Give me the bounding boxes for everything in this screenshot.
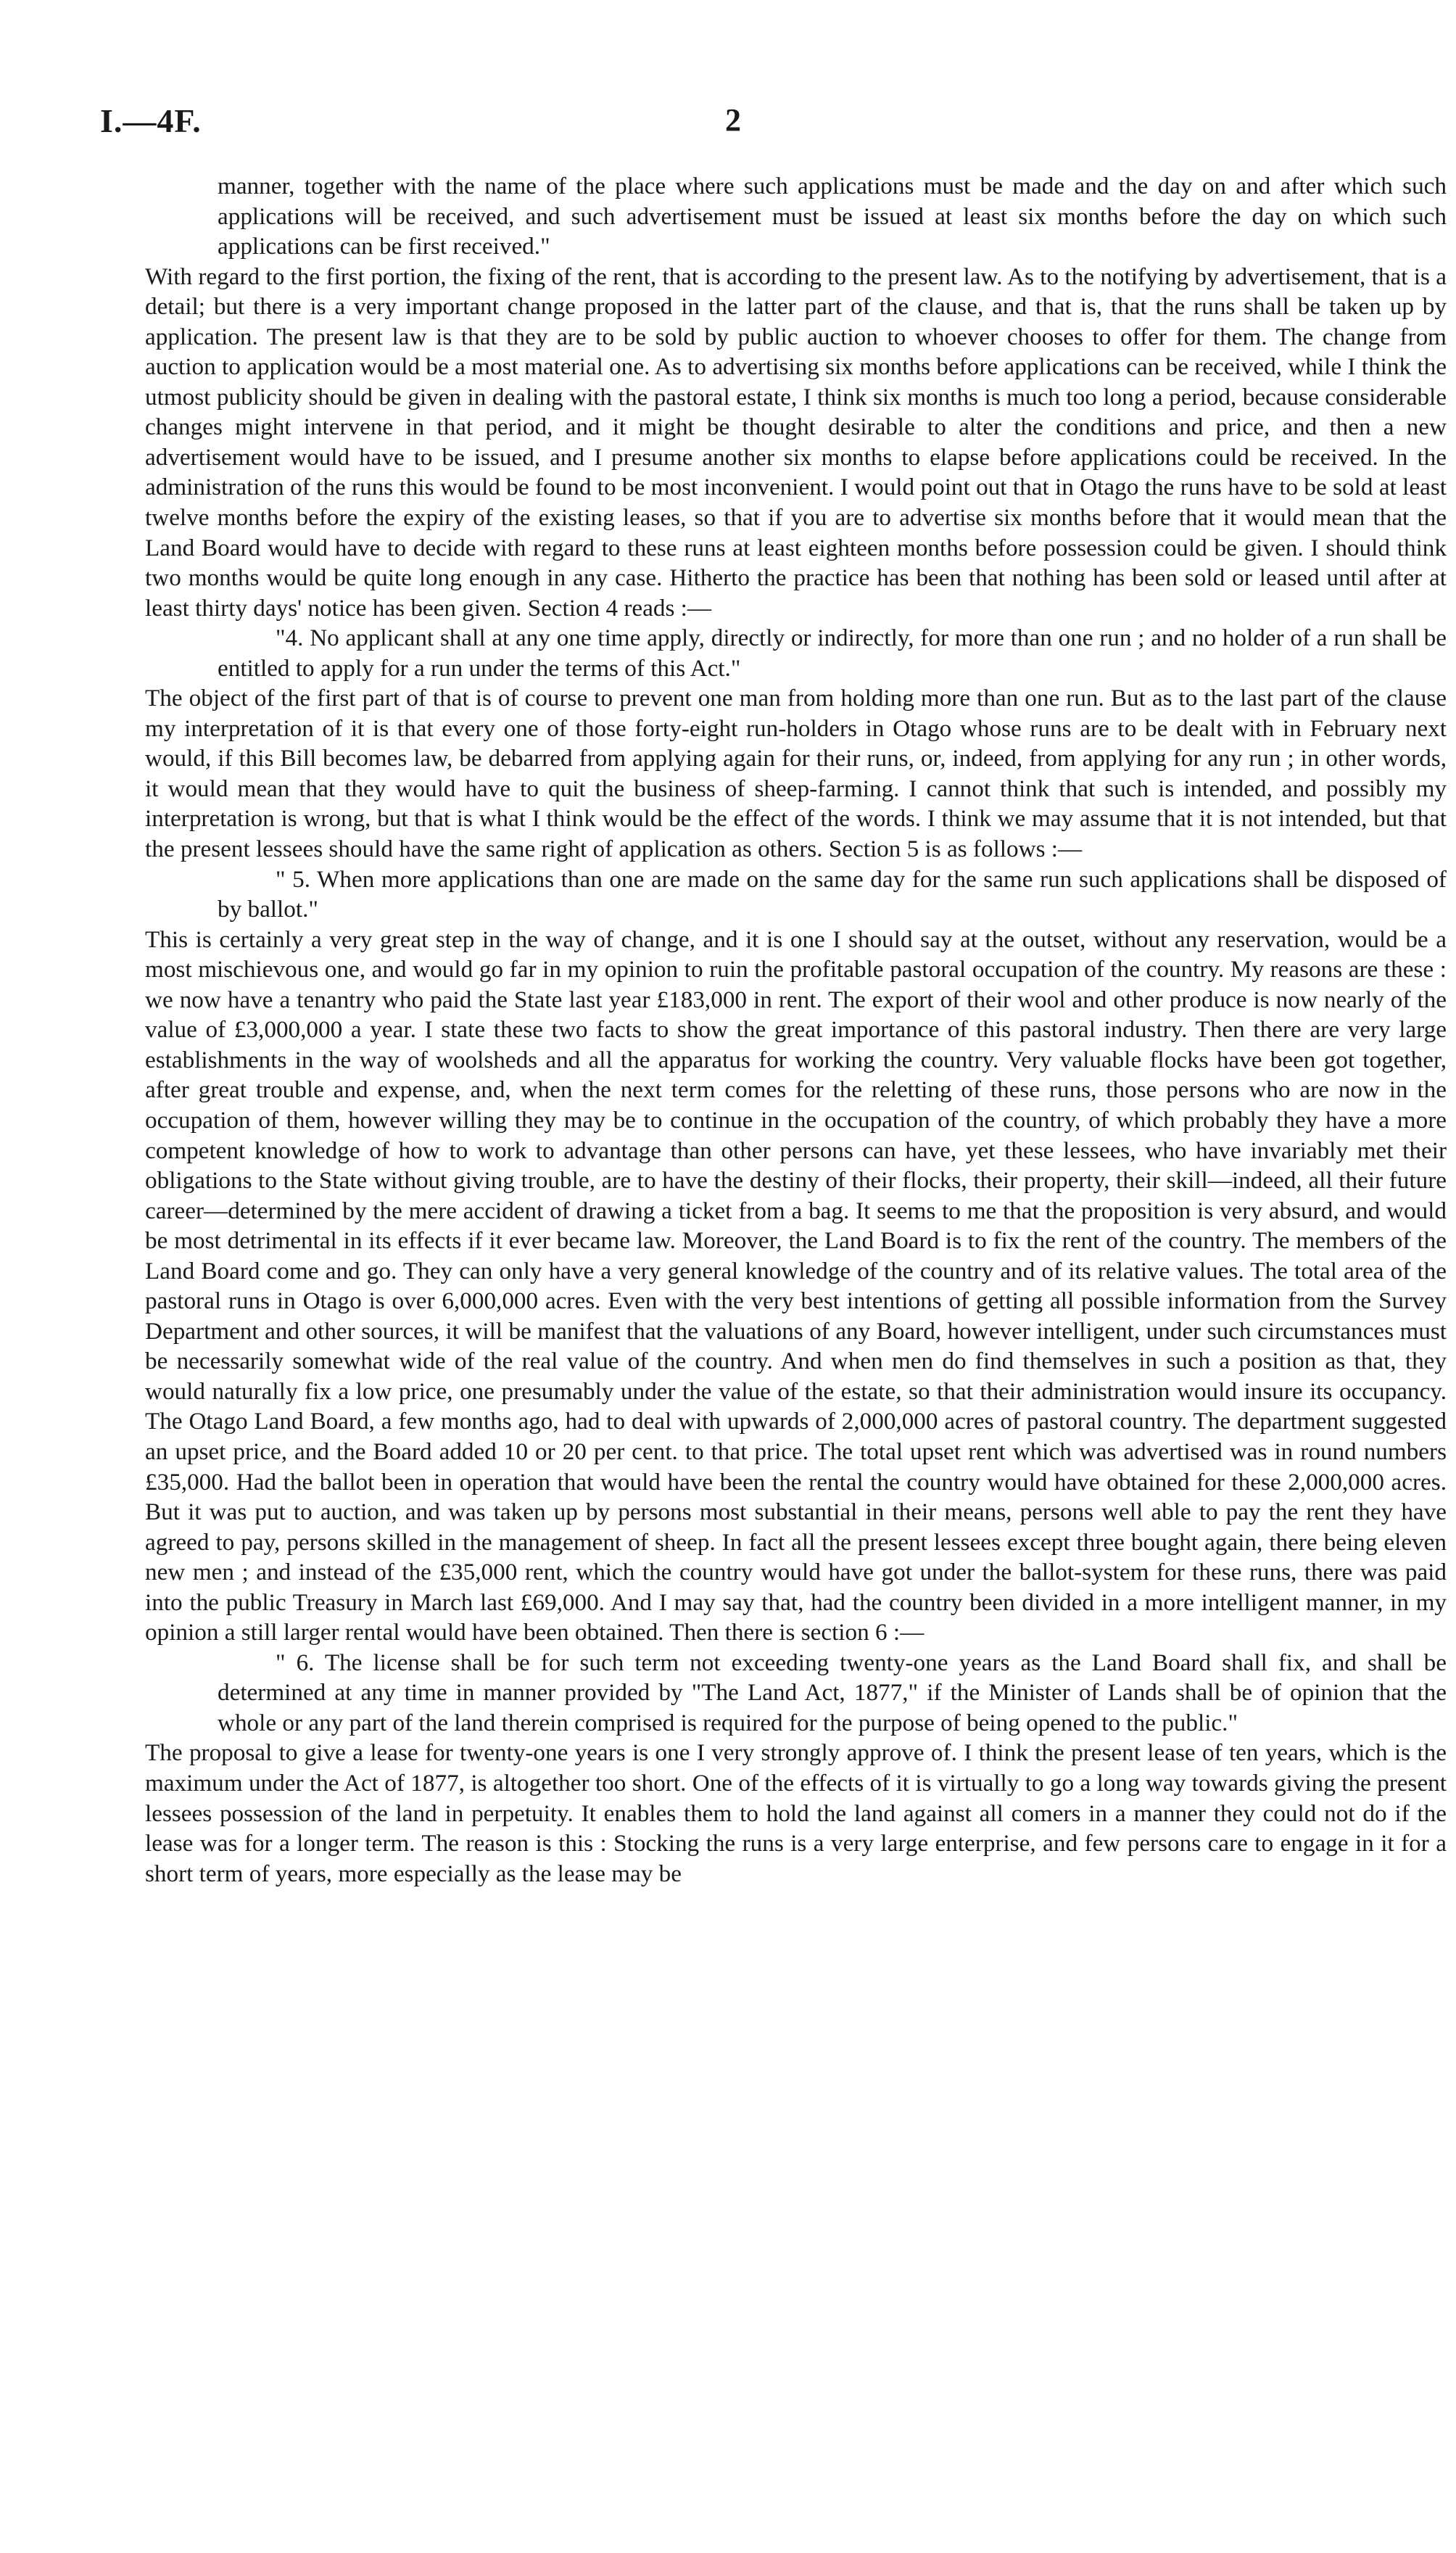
- body-text: [145, 171, 1447, 1889]
- document-reference: I.—4F.: [100, 102, 202, 139]
- paragraph: The proposal to give a lease for twenty-one years is one I very strongly approve of. I think the present lease of ten years, which is the maximum under the Act of 1877, is altogether too short. One of the effects of it is virtually to go a long way towards giving the present lessees possession of the land in perpetuity. It enables them to hold the land against all comers in a manner they could not do if the lease was for a longer term. The reason is this : Stocking the runs is a very large enterprise, and few persons care to engage in it for a short term of years, more especially as the lease may be: [145, 1739, 1447, 1887]
- page-number: 2: [725, 102, 741, 138]
- paragraph: With regard to the first portion, the fixing of the rent, that is according to the present law. As to the notifying by advertisement, that is a detail; but there is a very important change proposed in the latter part of the clause, and that is, that the runs shall be taken up by application. The present law is that they are to be sold by public auction to whoever chooses to offer for them. The change from auction to application would be a most material one. As to advertising six months before applications can be received, while I think the utmost publicity should be given in dealing with the pastoral estate, I think six months is much too long a period, because considerable changes might intervene in that period, and it might be thought desirable to alter the conditions and price, and then a new advertisement would have to be issued, and I presume another six months to elapse before applications could be received. In the administration of the runs this would be found to be most inconvenient. I would point out that in Otago the runs have to be sold at least twelve months before the expiry of the existing leases, so that if you are to advertise six months before that it would mean that the Land Board would have to decide with regard to these runs at least eighteen months before possession could be given. I should think two months would be quite long enough in any case. Hitherto the practice has been that nothing has been sold or leased until after at least thirty days' notice has been given. Section 4 reads :—: [145, 263, 1447, 622]
- paragraph: This is certainly a very great step in the way of change, and it is one I should say at the outset, without any reservation, would be a most mischievous one, and would go far in my opinion to ruin the profitable pastoral occupation of the country. My reasons are these : we now have a tenantry who paid the State last year £183,000 in rent. The export of their wool and other produce is now nearly of the value of £3,000,000 a year. I state these two facts to show the great importance of this pastoral industry. Then there are very large establishments in the way of woolsheds and all the apparatus for working the country. Very valuable flocks have been got together, after great trouble and expense, and, when the next term comes for the reletting of these runs, those persons who are now in the occupation of them, however willing they may be to continue in the occupation of the country, of which probably they have a more competent knowledge of how to work to advantage than other persons can have, yet these lessees, who have invariably met their obligations to the State without giving trouble, are to have the destiny of their flocks, their property, their skill—indeed, all their future career—determined by the mere accident of drawing a ticket from a bag. It seems to me that the proposition is very absurd, and would be most detrimental in its effects if it ever became law. Moreover, the Land Board is to fix the rent of the country. The members of the Land Board come and go. They can only have a very general knowledge of the country and of its relative values. The total area of the pastoral runs in Otago is over 6,000,000 acres. Even with the very best intentions of getting all possible information from the Survey Department and other sources, it will be manifest that the valuations of any Board, however intelligent, under such circumstances must be necessarily somewhat wide of the real value of the country. And when men do find themselves in such a position as that, they would naturally fix a low price, one presumably under the value of the estate, so that their administration would insure its occupancy. The Otago Land Board, a few months ago, had to deal with upwards of 2,000,000 acres of pastoral country. The department suggested an upset price, and the Board added 10 or 20 per cent. to that price. The total upset rent which was advertised was in round numbers £35,000. Had the ballot been in operation that would have been the rental the country would have obtained for these 2,000,000 acres. But it was put to auction, and was taken up by persons most substantial in their means, persons well able to pay the rent they have agreed to pay, persons skilled in the management of sheep. In fact all the present lessees except three bought again, there being eleven new men ; and instead of the £35,000 rent, which the country would have got under the ballot-system for these runs, there was paid into the public Treasury in March last £69,000. And I may say that, had the country been divided in a more intelligent manner, in my opinion a still larger rental would have been obtained. Then there is section 6 :—: [145, 925, 1447, 1646]
- paragraph: The object of the first part of that is of course to prevent one man from holding more than one run. But as to the last part of the clause my interpretation of it is that every one of those forty-eight run-holders in Otago whose runs are to be dealt with in February next would, if this Bill becomes law, be debarred from applying again for their runs, or, indeed, from applying for any run ; in other words, it would mean that they would have to quit the business of sheep-farming. I cannot think that such is intended, and possibly my interpretation is wrong, but that is what I think would be the effect of the words. I think we may assume that it is not intended, but that the present lessees should have the same right of application as others. Section 5 is as follows :—: [145, 685, 1447, 863]
- quoted-clause-continued: manner, together with the name of the place where such applications must be made and the day on and after which such applications will be received, and such advertisement must be issued at least six months before the day on which such applications can be first received.": [218, 173, 1447, 260]
- quoted-clause: " 6. The license shall be for such term not exceeding twenty-one years as the Land Board shall fix, and shall be determined at any time in manner provided by "The Land Act, 1877," if the Minister of Lands shall be of opinion that the whole or any part of the land therein comprised is required for the purpose of being opened to the public.": [218, 1649, 1447, 1736]
- quoted-clause: " 5. When more applications than one are made on the same day for the same run such applications shall be disposed of by ballot.": [218, 865, 1447, 923]
- quoted-clause: "4. No applicant shall at any one time apply, directly or indirectly, for more than one run ; and no holder of a run shall be entitled to apply for a run under the terms of this Act.": [218, 624, 1447, 682]
